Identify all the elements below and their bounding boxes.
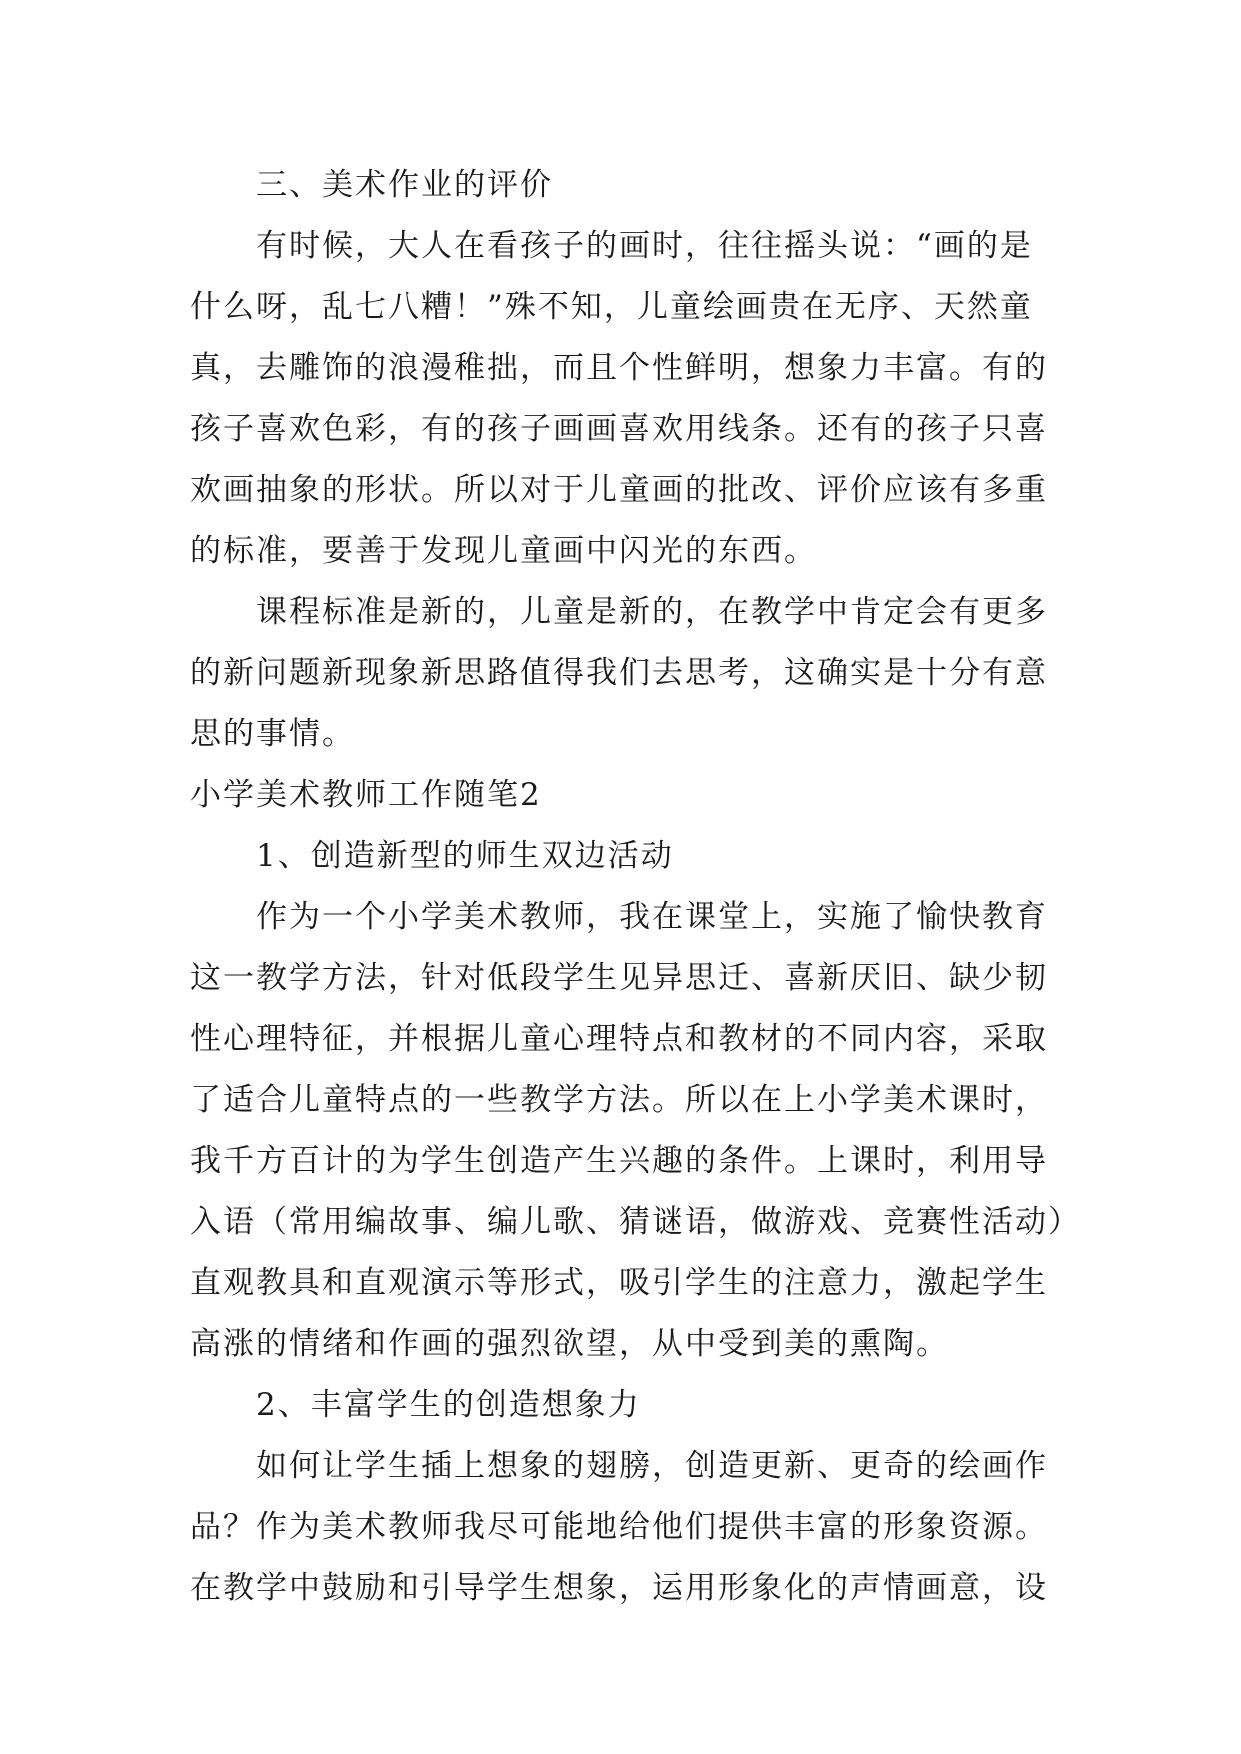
paragraph-line: 孩子喜欢色彩，有的孩子画画喜欢用线条。还有的孩子只喜 <box>190 411 1048 447</box>
paragraph-line: 如何让学生插上想象的翅膀，创造更新、更奇的绘画作 <box>256 1448 1048 1484</box>
paragraph-line: 直观教具和直观演示等形式，吸引学生的注意力，激起学生 <box>190 1265 1048 1301</box>
paragraph-line: 的新问题新现象新思路值得我们去思考，这确实是十分有意 <box>190 655 1048 691</box>
paragraph-line: 性心理特征，并根据儿童心理特点和教材的不同内容，采取 <box>190 1021 1048 1057</box>
section-heading: 2、丰富学生的创造想象力 <box>256 1387 641 1423</box>
paragraph-line: 课程标准是新的，儿童是新的，在教学中肯定会有更多 <box>256 594 1048 630</box>
paragraph-line: 品？作为美术教师我尽可能地给他们提供丰富的形象资源。 <box>190 1509 1048 1545</box>
paragraph-line: 思的事情。 <box>190 716 355 752</box>
paragraph-line: 欢画抽象的形状。所以对于儿童画的批改、评价应该有多重 <box>190 472 1048 508</box>
paragraph-line: 入语（常用编故事、编儿歌、猜谜语，做游戏、竞赛性活动） <box>190 1204 1081 1240</box>
section-heading: 三、美术作业的评价 <box>256 167 553 203</box>
paragraph-line: 高涨的情绪和作画的强烈欲望，从中受到美的熏陶。 <box>190 1326 949 1362</box>
section-heading: 1、创造新型的师生双边活动 <box>256 838 674 874</box>
paragraph-line: 了适合儿童特点的一些教学方法。所以在上小学美术课时， <box>190 1082 1048 1118</box>
paragraph-line: 真，去雕饰的浪漫稚拙，而且个性鲜明，想象力丰富。有的 <box>190 350 1048 386</box>
article-title: 小学美术教师工作随笔2 <box>190 777 542 813</box>
paragraph-line: 在教学中鼓励和引导学生想象，运用形象化的声情画意，设 <box>190 1570 1048 1606</box>
paragraph-line: 什么呀，乱七八糟！”殊不知，儿童绘画贵在无序、天然童 <box>190 289 1033 325</box>
document-body <box>190 155 1081 1619</box>
paragraph-line: 的标准，要善于发现儿童画中闪光的东西。 <box>190 533 817 569</box>
paragraph-line: 我千方百计的为学生创造产生兴趣的条件。上课时，利用导 <box>190 1143 1048 1179</box>
paragraph-line: 作为一个小学美术教师，我在课堂上，实施了愉快教育 <box>256 899 1048 935</box>
paragraph-line: 有时候，大人在看孩子的画时，往往摇头说：“画的是 <box>256 228 1033 264</box>
paragraph-line: 这一教学方法，针对低段学生见异思迁、喜新厌旧、缺少韧 <box>190 960 1048 996</box>
